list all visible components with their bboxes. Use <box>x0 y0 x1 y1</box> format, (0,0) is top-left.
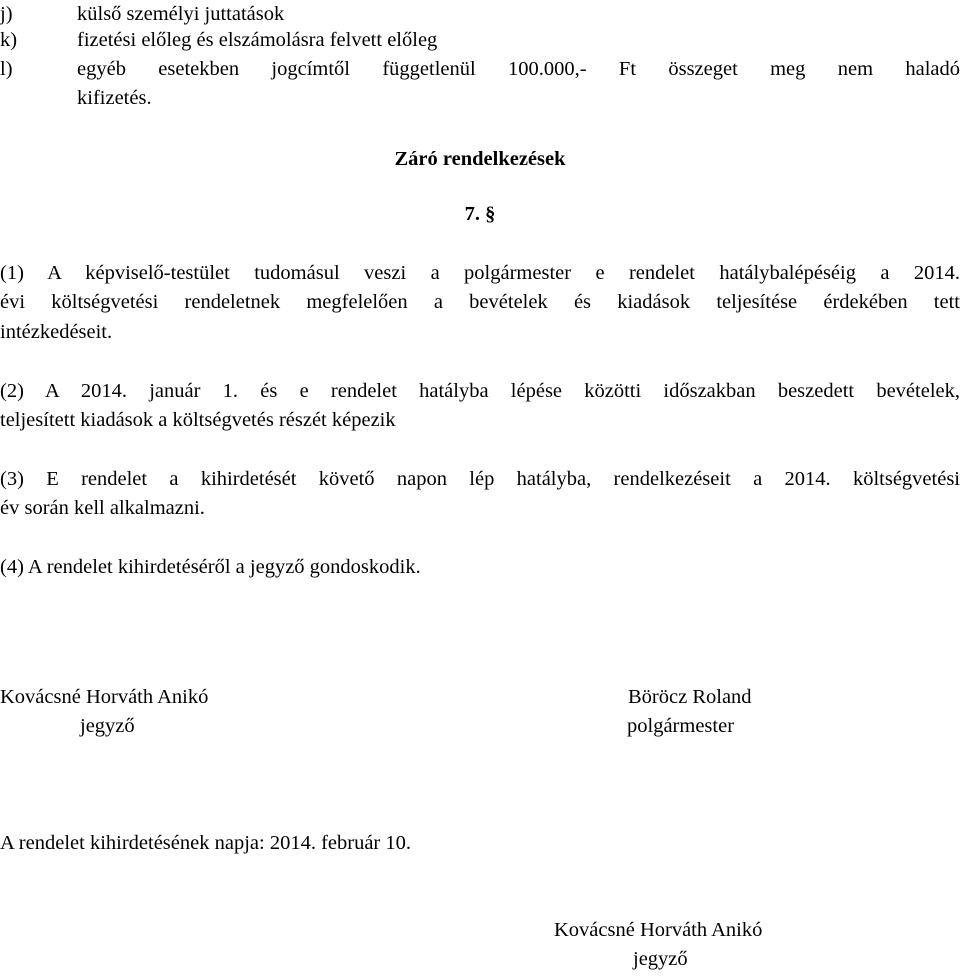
final-signature-name: Kovácsné Horváth Anikó <box>554 919 763 941</box>
list-item-text: fizetési előleg és elszámolásra felvett előleg <box>77 29 438 51</box>
section-number: 7. § <box>464 203 496 225</box>
paragraph-1-line: évi költségvetési rendeletnek megfelelően a bevételek és kiadások teljesítése érdekében tett <box>0 291 960 313</box>
signature-name-right: Böröcz Roland <box>628 686 752 708</box>
paragraph-1-line: (1) A képviselő-testület tudomásul veszi a polgármester e rendelet hatálybalépéséig a 2014. <box>0 262 960 284</box>
paragraph-4-line: (4) A rendelet kihirdetéséről a jegyző gondoskodik. <box>0 556 421 578</box>
signature-title-left: jegyző <box>80 715 135 737</box>
list-marker: k) <box>0 29 18 51</box>
signature-title-right: polgármester <box>627 715 735 737</box>
paragraph-2-line: teljesített kiadások a költségvetés részét képezik <box>0 409 396 431</box>
list-item-continuation: kifizetés. <box>77 87 152 109</box>
final-signature-title: jegyző <box>633 948 688 970</box>
signature-name-left: Kovácsné Horváth Anikó <box>0 686 209 708</box>
list-item-text: egyéb esetekben jogcímtől függetlenül 100.000,- Ft összeget meg nem haladó <box>77 58 960 80</box>
paragraph-1-line: intézkedéseit. <box>0 321 113 343</box>
paragraph-3-line: (3) E rendelet a kihirdetését követő napon lép hatályba, rendelkezéseit a 2014. költségvetési <box>0 468 960 490</box>
paragraph-3-line: év során kell alkalmazni. <box>0 497 205 519</box>
paragraph-2-line: (2) A 2014. január 1. és e rendelet hatályba lépése közötti időszakban beszedett bevételek, <box>0 380 960 402</box>
section-heading: Záró rendelkezések <box>394 148 566 170</box>
promulgation-date: A rendelet kihirdetésének napja: 2014. február 10. <box>0 832 411 854</box>
list-item-text: külső személyi juttatások <box>77 3 285 25</box>
list-marker: j) <box>0 3 13 25</box>
list-marker: l) <box>0 58 13 80</box>
